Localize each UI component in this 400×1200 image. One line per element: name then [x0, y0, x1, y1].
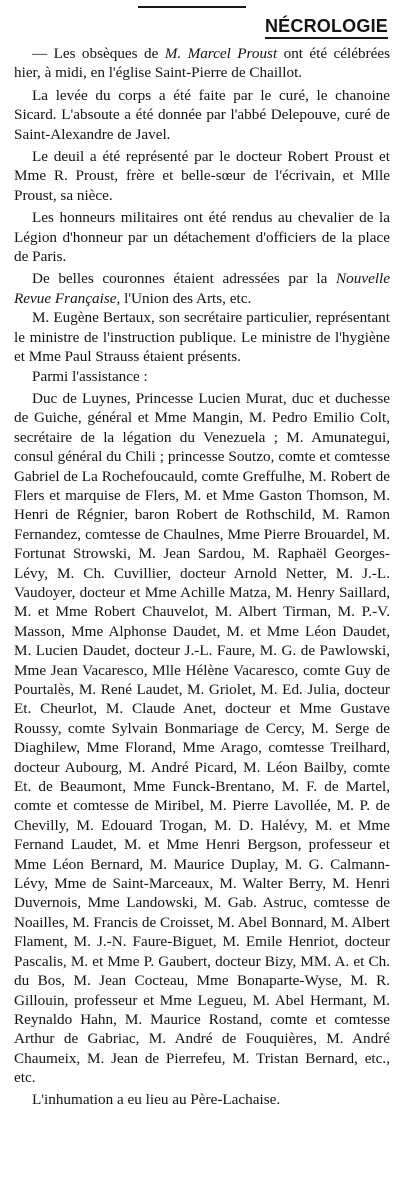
- section-heading: [14, 16, 388, 36]
- paragraph-representatives: M. Eugène Bertaux, son secrétaire particulier, représentant le ministre de l'instruction publique. Le ministre de l'hygiène et Mme Paul Strauss étaient présents.: [14, 309, 390, 366]
- paragraph-attendance-intro: Parmi l'assistance :: [32, 367, 148, 385]
- paragraph-wreaths-rest: , l'Union des Arts, etc.: [116, 289, 252, 307]
- journal-name: Nouvelle Revue Française: [14, 270, 390, 307]
- paragraph-funeral-rest: ont été célébrées hier, à midi, en l'église Saint-Pierre de Chaillot.: [14, 45, 390, 82]
- paragraph-attendance-list: Duc de Luynes, Princesse Lucien Murat, duc et duchesse de Guiche, général et Mme Mangin, M. Pedro Emilio Colt, secrétaire de la légation du Venezuela ; M. Amunategui, consul général du Chili ; princesse Soutzo, comte et comtesse Gabriel de La Rochefoucauld, comte Greffulhe, M. Robert de Flers et marquise de Flers, M. et Mme Gaston Thomson, M. Henri de Régnier, baron Robert de Rothschild, M. Ramon Fernandez, comtesse de Chaulnes, Mme Pierre Brouardel, M. Fortunat Strowski, M. Jean Sardou, M. Raphaël Georges-Lévy, M. Ch. Cuvillier, docteur Arnold Netter, M. J.-L. Vaudoyer, docteur et Mme Achille Matza, M. Henry Saillard, M. et Mme Robert Chauvelot, M. Albert Tirman, M. P.-V. Masson, Mme Alphonse Daudet, M. et Mme Léon Daudet, M. Lucien Daudet, docteur J.-L. Faure, M. G. de Pawlowski, Mme Jean Vacaresco, Mlle Hélène Vacaresco, comte Guy de Pourtalès, M. René Laudet, M. Griolet, M. Ed. Julia, docteur Et. Cheurlot, M. Claude Anet, docteur et Mme Gustave Roussy, comte Sylvain Bonmariage de Cercy, M. Serge de Diaghilew, Mme Florand, Mme Arago, comtesse Treilhard, docteur Aubourg, M. André Picard, M. Léon Bailby, comte Et. de Beaumont, Mme Funck-Brentano, M. F. de Martel, comte et comtesse de Miribel, M. Pierre Lavollée, M. P. de Chevilly, M. Edouard Trogan, M. D. Halévy, M. et Mme Fernand Laudet, M. et Mme Henri Bergson, professeur et Mme Léon Bernard, M. Maurice Duplay, M. G. Calmann-Lévy, Mme de Saint-Marceaux, M. Walter Berry, M. Henri Duvernois, Mme Landowski, M. Gab. Astruc, comtesse de Noailles, M. Francis de Croisset, M. Abel Bonnard, M. Albert Flament, M. J.-N. Faure-Biguet, M. Emile Henriot, docteur Pascalis, M. et Mme P. Gaubert, docteur Bizy, MM. A. et Ch. du Bos, M. Jean Cocteau, Mme Bonaparte-Wyse, M. R. Gillouin, professeur et Mme Legueu, M. Abel Hermant, M. Reynaldo Hahn, M. Maurice Rostand, comte et comtesse Arthur de Gabriac, M. André de Fouquières, M. André Chaumeix, M. Jean de Pierrefeu, M. Tristan Bernard, etc., etc.: [14, 389, 390, 1087]
- deceased-name: M. Marcel Proust: [164, 45, 278, 62]
- section-heading-text: NÉCROLOGIE: [265, 16, 388, 39]
- paragraph-wreaths: [14, 269, 390, 308]
- paragraph-burial: L'inhumation a eu lieu au Père-Lachaise.: [32, 1090, 281, 1108]
- paragraph-funeral: [14, 44, 390, 83]
- paragraph-mourners: Le deuil a été représenté par le docteur Robert Proust et Mme R. Proust, frère et belle-sœur de l'écrivain, et Mlle Proust, sa nièce.: [14, 148, 390, 204]
- obituary-article: [14, 44, 390, 1109]
- paragraph-wreaths-lead: De belles couronnes étaient adressées par la: [32, 270, 337, 288]
- top-divider-rule: [138, 6, 246, 8]
- paragraph-absolution: La levée du corps a été faite par le curé, le chanoine Sicard. L'absoute a été donnée par l'abbé Delepouve, curé de Saint-Alexandre de Javel.: [14, 86, 390, 143]
- paragraph-funeral-lead: — Les obsèques de: [32, 45, 165, 62]
- paragraph-military-honours: Les honneurs militaires ont été rendus au chevalier de la Légion d'honneur par un détachement d'officiers de la place de Paris.: [14, 209, 390, 266]
